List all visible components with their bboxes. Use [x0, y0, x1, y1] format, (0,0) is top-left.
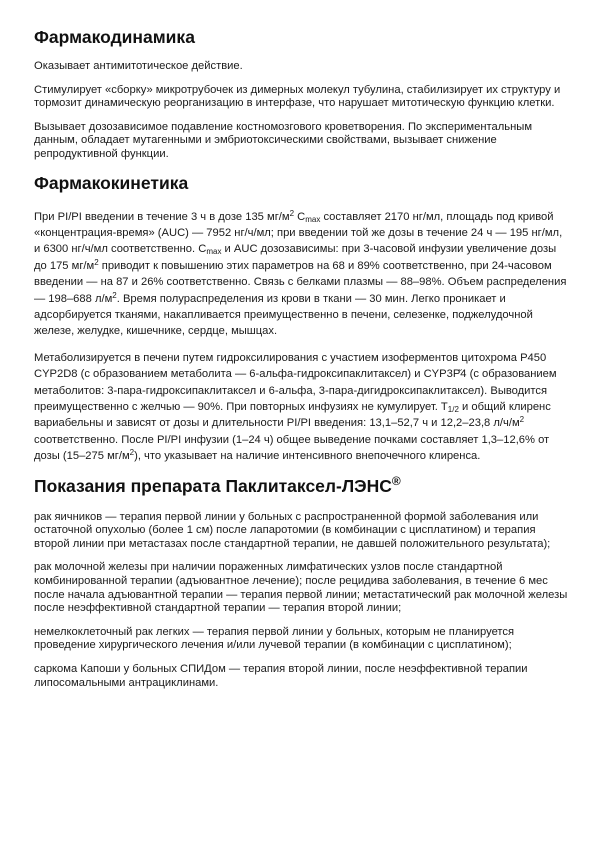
pk1-text-a: При PI/PI введении в течение 3 ч в дозе 135 мг/м: [34, 210, 290, 223]
registered-trademark-sign: ®: [391, 473, 401, 488]
section-title-pharmacokinetics: Фармакокинетика: [34, 172, 189, 193]
indication-item: рак молочной железы при наличии пораженных лимфатических узлов после стандартной комбинированной терапии (адъювантное лечение); после рецидива заболевания, в течение 6 мес после начала адъювантной терапии — терапия первой линии; метастатический рак молочной железы после неэффективной стандартной терапии — терапия второй линии;: [34, 561, 568, 615]
pharmacokinetics-paragraph-2: [34, 350, 568, 465]
pk2-text-b: и общий клиренс вариабельны и зависят от дозы и длительности PI/PI введения: 13,1–52,7 ч и 12,2–23,8 л/ч/м: [34, 401, 551, 430]
pk2-text-c: соответственно. После PI/PI инфузии (1–24 ч) общее выведение почками составляет 1,3–12,6% от дозы (15–275 мг/м: [34, 433, 550, 463]
pk1-sup-3: 2: [112, 290, 117, 300]
pk1-text-b: C: [294, 210, 306, 223]
pk1-text-f: . Время полураспределения из крови в ткани — 30 мин. Легко проникает и адсорбируется тканями, накапливается преимущественно в печени, селезенке, поджелудочной железе, желудке, кишечнике, сердце, мышцах.: [34, 292, 533, 338]
pharmacodynamics-paragraph-2: Стимулирует «сборку» микротрубочек из димерных молекул тубулина, стабилизирует их структуру и тормозит динамическую реорганизацию в интерфазе, что нарушает митотическую функцию клетки.: [34, 83, 561, 110]
pk2-text-d: ), что указывает на наличие интенсивного внепочечного клиренса.: [134, 450, 481, 463]
pk1-text-c: составляет 2170 нг/мл, площадь под кривой «концентрация-время» (AUC) — 7952 нг/ч/мл; при введении той же дозы в течение 24 ч — 195 нг/мл, и 6300 нг/ч/мл соответственно. C: [34, 210, 563, 256]
pharmacokinetics-paragraph-1: [34, 209, 568, 340]
pk2-sup-1: 2: [519, 415, 525, 425]
pk2-text-a: Метаболизируется в печени путем гидроксилирования с участием изоферментов цитохрома P450 CYP2D8 (с образованием метаболита — 6-альфа-гидроксипаклитаксел) и CYP3Р̆4 (с образованием метаболитов: 3-пара-гидроксипаклитаксел и 6-альфа, 3-пара-дигидроксипаклитаксел). Выводится преимущественно с желчью — 90%. При повторных инфузиях не кумулирует. T: [34, 351, 557, 414]
pharmacodynamics-paragraph-3: Вызывает дозозависимое подавление костномозгового кроветворения. По экспериментальным данным, обладает мутагенными и эмбриотоксическими свойствами, вызывает снижение репродуктивной функции.: [34, 120, 533, 160]
pk1-text-d: и AUC дозозависимы: при 3-часовой инфузии увеличение дозы до 175 мг/м: [34, 243, 557, 272]
pk1-text-e: приводит к повышению этих параметров на 68 и 89% соответственно, при 24-часовом введении — на 87 и 26% соответственно. Связь с белками плазмы — 88–98%. Объем распределения — 198–688 л/м: [34, 259, 567, 305]
pk1-sup-1: 2: [289, 208, 295, 218]
indication-item: рак яичников — терапия первой линии у больных с распространенной формой заболевания или остаточной опухолью (более 1 см) после лапаротомии (в комбинации с цисплатином) и терапия второй линии при метастазах после стандартной терапии, не давшей положительного результата);: [34, 510, 551, 550]
pk2-sub-1: 1/2: [447, 405, 459, 415]
pk2-sup-2: 2: [129, 448, 135, 458]
indications-title-text: Показания препарата Паклитаксел-ЛЭНС: [34, 475, 392, 496]
indication-item: немелкоклеточный рак легких — терапия первой линии у больных, которым не планируется проведение хирургического лечения и/или лучевой терапии (в комбинации с цисплатином);: [34, 625, 515, 652]
section-title-pharmacodynamics: Фармакодинамика: [34, 27, 195, 47]
pk1-sup-2: 2: [94, 257, 99, 267]
section-title-indications: [34, 475, 568, 497]
pharmacodynamics-paragraph-1: Оказывает антимитотическое действие.: [34, 60, 243, 72]
pk1-sub-1: max: [305, 214, 321, 224]
pk1-sub-2: max: [206, 247, 222, 257]
indication-item: саркома Капоши у больных СПИДом — терапия второй линии, после неэффективной терапии липосомальными антрациклинами.: [34, 663, 528, 689]
